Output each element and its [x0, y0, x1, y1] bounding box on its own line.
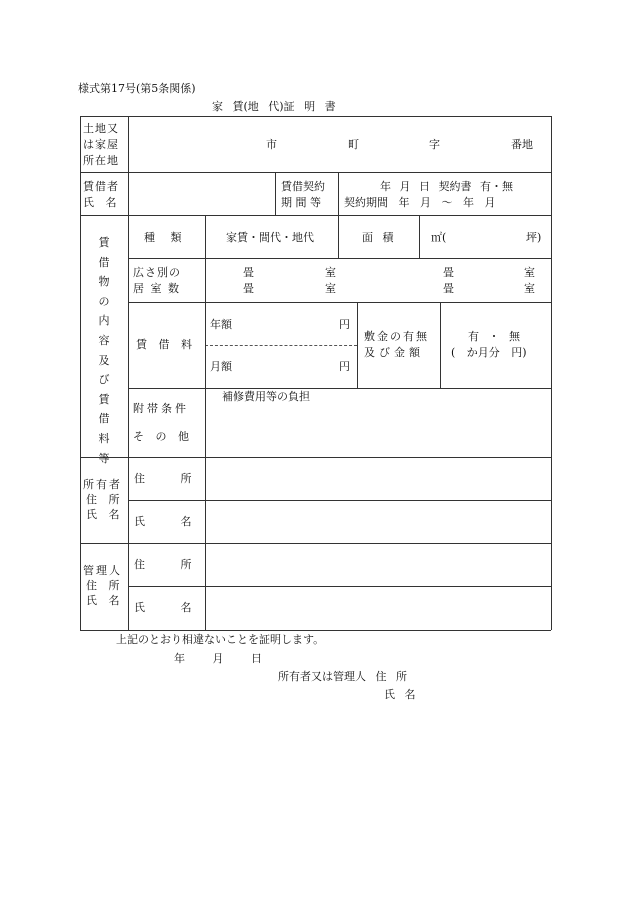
certification-statement: 上記のとおり相違ないことを証明します。	[116, 633, 325, 646]
owner-address-label: 住 所	[134, 472, 192, 485]
contract-label-2: 期 間 等	[281, 196, 321, 209]
owner-name-label: 氏 名	[134, 515, 192, 528]
rule-sublabel-col	[205, 215, 206, 630]
location-aza: 字	[429, 138, 440, 151]
location-banchi: 番地	[511, 138, 533, 151]
location-town: 町	[348, 138, 359, 151]
manager-address-label: 住 所	[134, 558, 192, 571]
rule-left	[80, 116, 81, 630]
conditions-label-1: 附帯条件	[133, 402, 189, 415]
manager-label-1: 管理人	[83, 564, 122, 577]
location-city: 市	[266, 138, 277, 151]
rule-area-label-left	[338, 215, 339, 258]
contract-date: 年 月 日 契約書 有・無	[380, 180, 513, 193]
rule-deposit-left	[357, 302, 358, 388]
deposit-label-1: 敷金の有無	[364, 330, 429, 343]
rooms-room-2: 室	[524, 266, 535, 279]
area-unit: ㎡(	[431, 231, 447, 244]
owner-label-2: 住 所	[86, 493, 120, 506]
form-number: 様式第17号(第5条関係)	[78, 82, 196, 95]
fee-label: 賃 借 料	[136, 338, 192, 351]
rule-manager-mid	[128, 586, 551, 587]
location-label-1: 土地又	[83, 122, 119, 135]
rule-label-col	[128, 116, 129, 630]
tenant-label-1: 賃借者	[83, 180, 119, 193]
rule-tenant-split	[275, 172, 276, 215]
rule-bottom	[80, 630, 551, 631]
certificate-table	[80, 116, 551, 630]
location-label-2: は家屋	[83, 138, 119, 151]
rule-after-rooms	[128, 302, 551, 303]
fee-divider	[205, 345, 357, 346]
rooms-tatami-3: 畳	[243, 282, 254, 295]
area-label: 面 積	[362, 231, 394, 244]
rule-area-label-right	[419, 215, 420, 258]
conditions-value: 補修費用等の負担	[222, 390, 310, 403]
type-label: 種 類	[144, 231, 182, 244]
deposit-option: 有 ・ 無	[468, 330, 520, 343]
rooms-room-4: 室	[524, 282, 535, 295]
rule-right	[551, 116, 552, 630]
signer-name: 氏 名	[384, 688, 416, 701]
rooms-room-1: 室	[325, 266, 336, 279]
contract-label-1: 賃借契約	[281, 180, 325, 193]
rooms-tatami-1: 畳	[243, 266, 254, 279]
manager-name-label: 氏 名	[134, 601, 192, 614]
rule-after-type	[128, 258, 551, 259]
tsubo-unit: 坪)	[526, 231, 542, 244]
form-title: 家 賃(地 代)証 明 書	[212, 100, 336, 113]
location-label-3: 所在地	[83, 154, 119, 167]
manager-label-2: 住 所	[86, 579, 120, 592]
fee-annual-yen: 円	[339, 318, 350, 331]
rule-after-tenant	[80, 215, 551, 216]
certification-date: 年 月 日	[174, 652, 262, 665]
conditions-label-2: そ の 他	[133, 430, 189, 443]
rooms-label-2: 居 室 数	[133, 282, 179, 295]
rule-after-fee	[128, 388, 551, 389]
signer-address: 所有者又は管理人 住 所	[278, 670, 407, 683]
fee-annual-label: 年額	[210, 318, 232, 331]
rule-deposit-right	[440, 302, 441, 388]
owner-label-3: 氏 名	[86, 508, 120, 521]
owner-label-1: 所有者	[83, 478, 122, 491]
rental-side-label: 賃借物の内容及び賃借料等	[98, 236, 110, 465]
rooms-room-3: 室	[325, 282, 336, 295]
rule-after-owner	[80, 543, 551, 544]
rule-top	[80, 116, 551, 117]
rule-owner-mid	[128, 500, 551, 501]
contract-period: 契約期間 年 月 ～ 年 月	[344, 196, 496, 209]
rooms-tatami-4: 畳	[443, 282, 454, 295]
rooms-label-1: 広さ別の	[133, 266, 181, 279]
deposit-label-2: 及び金額	[364, 346, 424, 359]
fee-monthly-yen: 円	[339, 360, 350, 373]
deposit-months: ( か月分 円)	[451, 346, 527, 359]
type-options: 家賃・間代・地代	[226, 231, 314, 244]
rule-after-rental	[80, 457, 551, 458]
manager-label-3: 氏 名	[86, 594, 120, 607]
rule-contract-split	[338, 172, 339, 215]
rooms-tatami-2: 畳	[443, 266, 454, 279]
fee-monthly-label: 月額	[210, 360, 232, 373]
rule-after-location	[80, 172, 551, 173]
tenant-label-2: 氏 名	[83, 196, 117, 209]
